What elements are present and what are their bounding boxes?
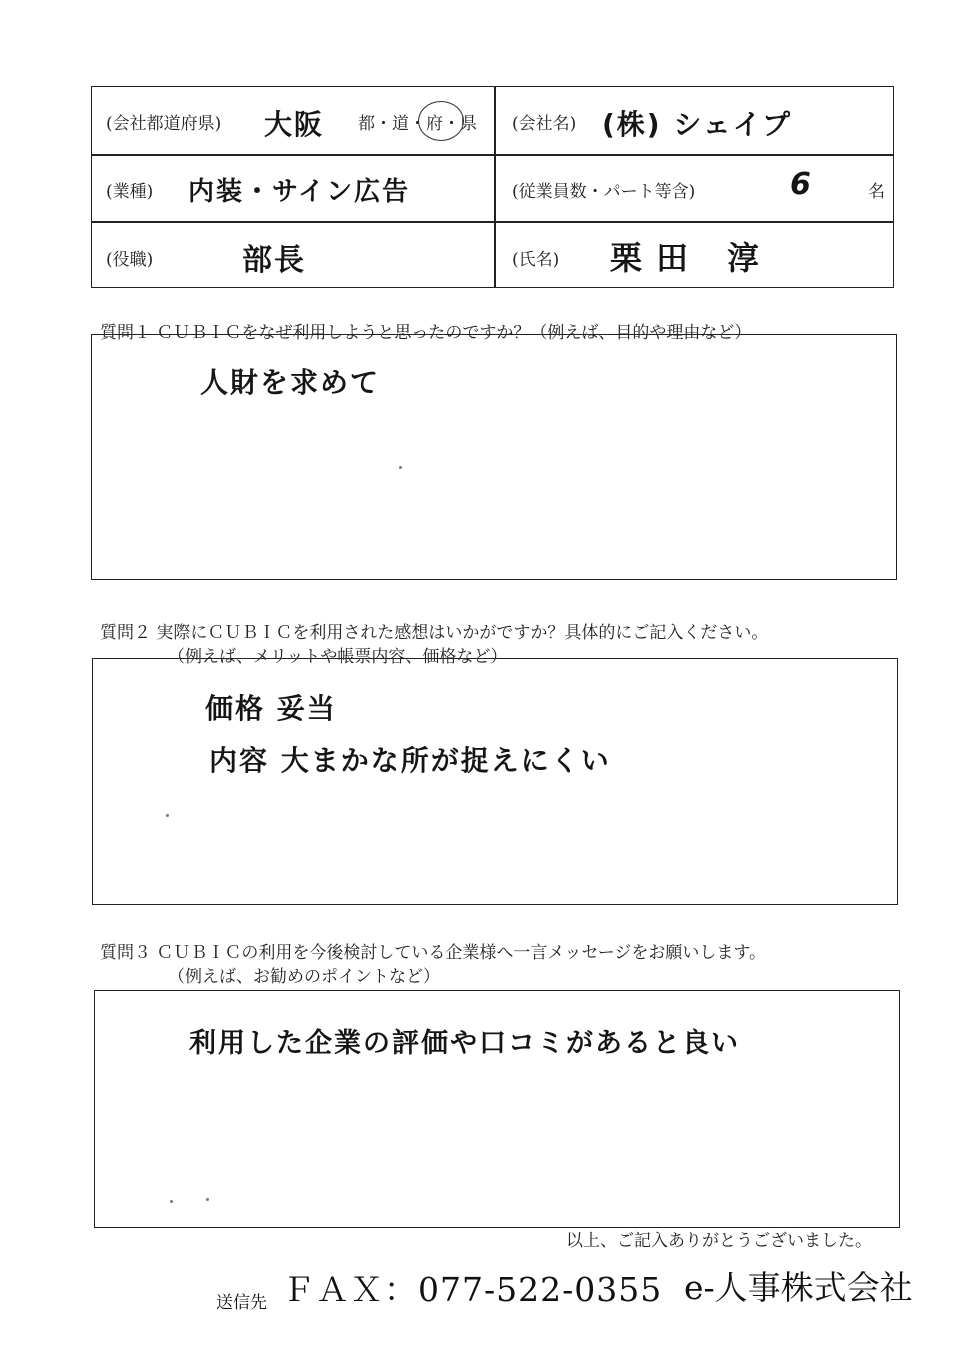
header-column-divider bbox=[494, 87, 496, 287]
q2-example: （例えば、メリットや帳票内容、価格など） bbox=[168, 647, 508, 667]
name-value: 栗田 淳 bbox=[610, 239, 774, 277]
scan-speck bbox=[206, 1198, 209, 1201]
position-value: 部長 bbox=[242, 243, 306, 278]
footer-company-name: e-人事株式会社 bbox=[684, 1268, 913, 1307]
prefecture-label: (会社都道府県) bbox=[106, 114, 222, 134]
employees-value: 6 bbox=[790, 167, 813, 202]
scan-speck bbox=[166, 814, 169, 817]
q3-answer: 利用した企業の評価や口コミがあると良い bbox=[189, 1028, 740, 1059]
q2-question: 質問２ 実際にＣＵＢＩＣを利用された感想はいかがですか？具体的にご記入ください。 bbox=[100, 623, 769, 643]
q3-question: 質問３ ＣＵＢＩＣの利用を今後検討している企業様へ一言メッセージをお願いします。 bbox=[100, 943, 767, 963]
name-label: (氏名) bbox=[512, 250, 560, 270]
company-label: (会社名) bbox=[512, 114, 577, 134]
position-label: (役職) bbox=[106, 250, 154, 270]
fax-number: ＦＡＸ：077-522-0355 bbox=[282, 1270, 663, 1309]
header-row-divider-2 bbox=[92, 221, 893, 223]
company-value: (株) シェイプ bbox=[602, 108, 792, 141]
prefecture-value: 大阪 bbox=[264, 108, 325, 141]
prefecture-options: 都・道・府・県 bbox=[358, 114, 477, 134]
header-table bbox=[91, 86, 894, 288]
q1-question: 質問１ ＣＵＢＩＣをなぜ利用しようと思ったのですか？（例えば、目的や理由など） bbox=[100, 323, 752, 343]
header-row-divider-1 bbox=[92, 154, 893, 156]
send-label: 送信先 bbox=[216, 1293, 267, 1313]
q2-answer-line2: 内容 大まかな所が捉えにくい bbox=[209, 744, 611, 777]
employees-label: (従業員数・パート等含) bbox=[512, 182, 696, 202]
q3-example: （例えば、お勧めのポイントなど） bbox=[168, 967, 440, 987]
employees-unit: 名 bbox=[868, 182, 885, 202]
thanks-text: 以上、ご記入ありがとうございました。 bbox=[566, 1231, 872, 1251]
q1-answer-box bbox=[91, 334, 897, 580]
scan-speck bbox=[170, 1200, 173, 1203]
q2-answer-line1: 価格 妥当 bbox=[205, 692, 337, 725]
industry-value: 内装・サイン広告 bbox=[188, 177, 411, 207]
q3-answer-box bbox=[94, 990, 900, 1228]
q2-answer-box bbox=[92, 658, 898, 905]
q1-answer: 人財を求めて bbox=[200, 366, 381, 399]
industry-label: (業種) bbox=[106, 182, 154, 202]
scan-speck bbox=[399, 466, 402, 469]
prefecture-circle-mark bbox=[418, 101, 464, 141]
